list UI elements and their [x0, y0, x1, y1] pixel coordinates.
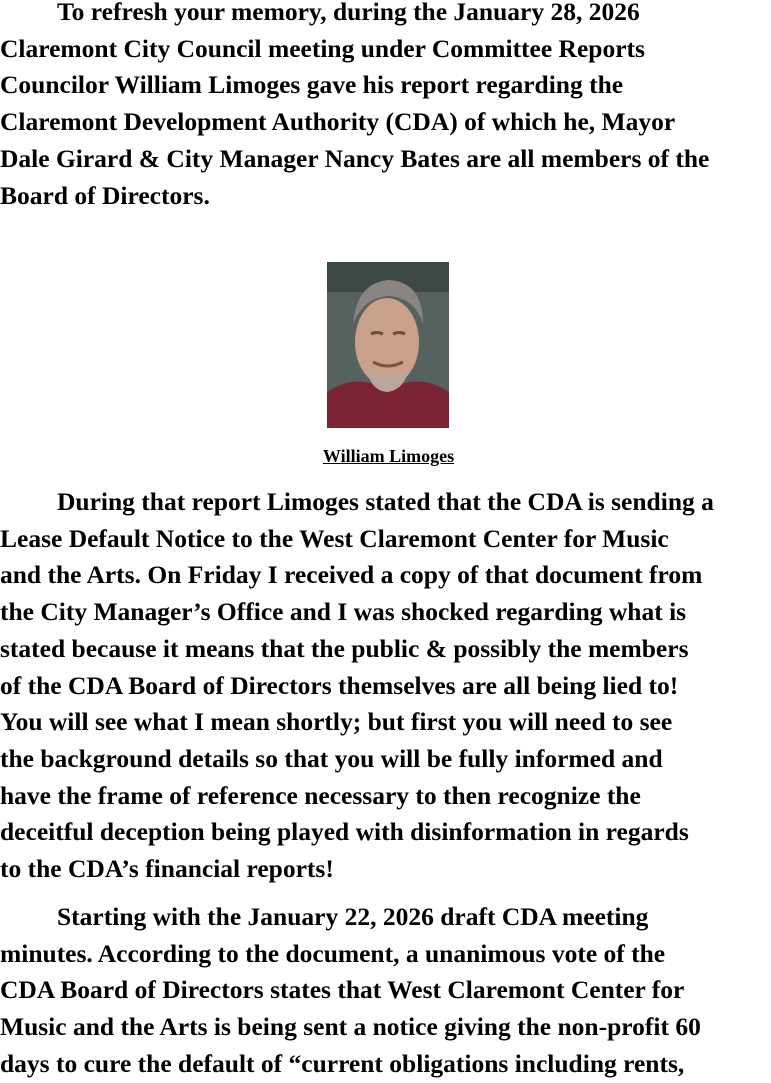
paragraph-intro: [0, 0, 771, 214]
text-line: To refresh your memory, during the January 28, 2026: [57, 0, 640, 26]
text-line: Claremont Development Authority (CDA) of which he, Mayor: [0, 107, 676, 137]
photo-caption: William Limoges: [322, 446, 455, 466]
text-line: and the Arts. On Friday I received a copy of that document from: [0, 560, 703, 590]
text-line: days to cure the default of “current obligations including rents,: [0, 1048, 685, 1078]
text-line: the City Manager’s Office and I was shocked regarding what is: [0, 597, 687, 627]
text-line: the background details so that you will be fully informed and: [0, 743, 663, 773]
text-line: deceitful deception being played with disinformation in regards: [0, 817, 689, 847]
text-line: have the frame of reference necessary to then recognize the: [0, 780, 641, 810]
text-line: of the CDA Board of Directors themselves are all being lied to!: [0, 670, 679, 700]
text-line: Dale Girard & City Manager Nancy Bates are all members of the: [0, 143, 710, 173]
text-line: CDA Board of Directors states that West Claremont Center for: [0, 975, 685, 1005]
text-line: Board of Directors.: [0, 180, 210, 210]
text-line: Councilor William Limoges gave his report regarding the: [0, 70, 624, 100]
text-line: minutes. According to the document, a unanimous vote of the: [0, 938, 666, 968]
text-line: Music and the Arts is being sent a notice giving the non-profit 60: [0, 1012, 701, 1042]
text-line: You will see what I mean shortly; but first you will need to see: [0, 707, 673, 737]
paragraph-report: [0, 484, 771, 888]
text-line: Claremont City Council meeting under Committee Reports: [0, 33, 645, 63]
text-line: to the CDA’s financial reports!: [0, 854, 334, 884]
portrait-photo: [327, 262, 449, 428]
text-line: Lease Default Notice to the West Claremont Center for Music: [0, 523, 669, 553]
paragraph-minutes: [0, 899, 771, 1083]
text-line: During that report Limoges stated that the CDA is sending a: [57, 487, 714, 516]
text-line: Starting with the January 22, 2026 draft CDA meeting: [57, 902, 649, 931]
text-line: stated because it means that the public & possibly the members: [0, 633, 689, 663]
portrait-photo-icon: [327, 262, 449, 428]
